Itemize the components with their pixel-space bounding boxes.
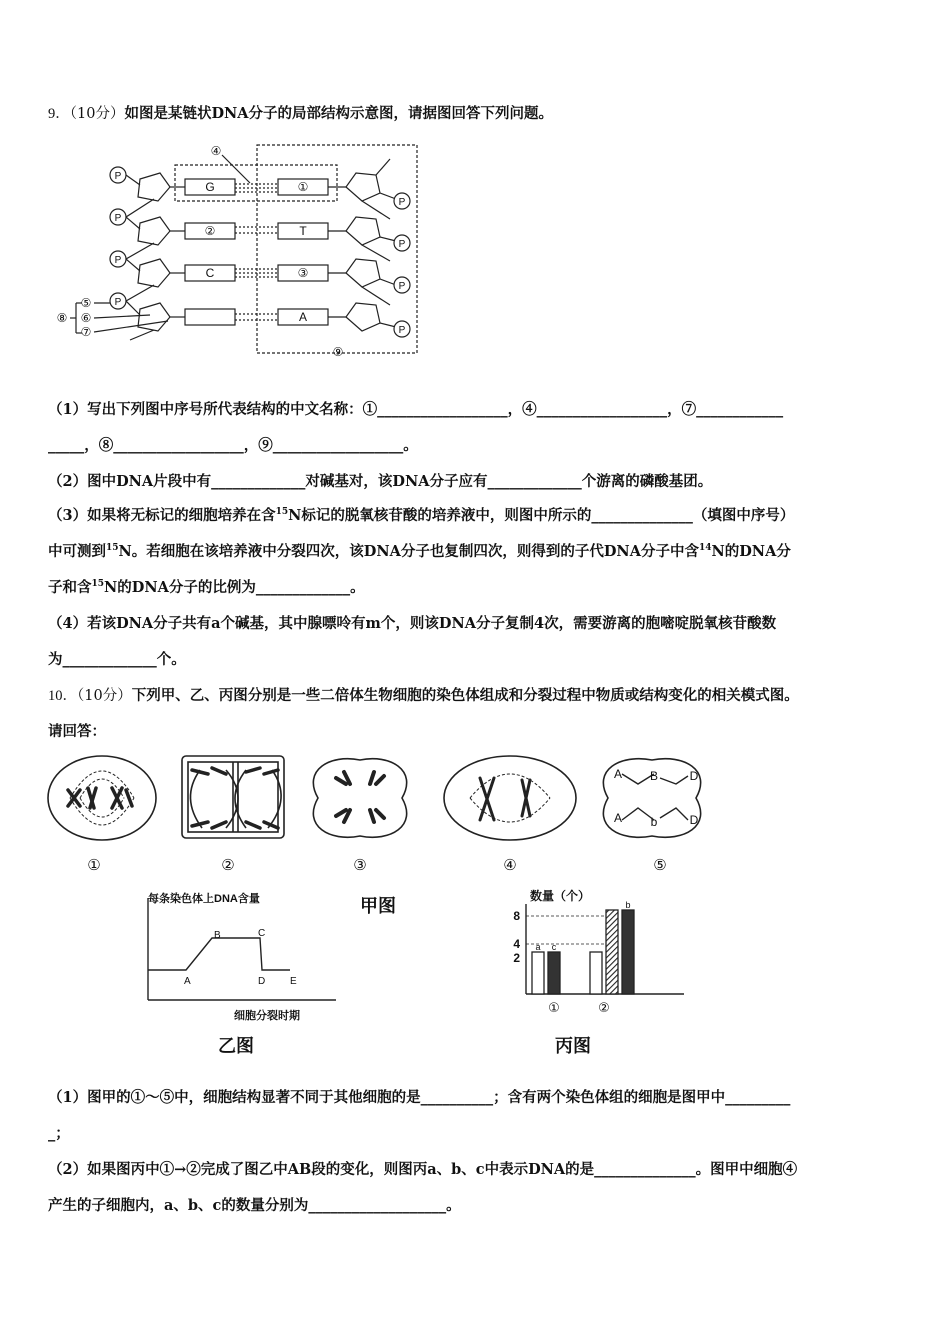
superscript: 15 (106, 543, 119, 554)
cell-label: ④ (503, 857, 517, 874)
y-tick-label: 8 (513, 909, 520, 923)
base-label: ① (297, 180, 309, 194)
callout-label: ⑦ (80, 325, 92, 339)
bar-a-group-2 (590, 952, 602, 994)
callout-label: ⑨ (332, 345, 344, 359)
q10-part1-line2: _； (48, 1125, 70, 1142)
x-axis-label: 细胞分裂时期 (234, 1010, 300, 1022)
superscript: 15 (275, 507, 289, 518)
cell-1-icon (48, 756, 156, 840)
base-label: T (299, 224, 307, 238)
bar-c-group-2 (606, 910, 618, 994)
callout-label: ⑤ (80, 296, 92, 310)
y-axis-label: 数量（个） (530, 889, 591, 903)
callout-label: ④ (210, 144, 222, 158)
cell-label: ⑤ (653, 857, 667, 874)
phosphate-label: P (398, 239, 406, 250)
cell5-letter: D (689, 813, 699, 827)
q10-score: （10分） (77, 688, 132, 704)
q9-stem-text: 如图是某链状DNA分子的局部结构示意图，请据图回答下列问题。 (124, 105, 554, 122)
phosphate-label: P (398, 325, 406, 336)
text-span: N标记的脱氧核苷酸的培养液中，则图中所示的______________（填图中序号） (288, 507, 795, 524)
phosphate-label: P (114, 213, 122, 224)
point-label-c: C (258, 928, 266, 939)
text-span: N的DNA分 (711, 543, 791, 560)
superscript: 15 (91, 579, 105, 590)
q9-number: 9． (48, 106, 70, 122)
q10-number: 10． (48, 688, 77, 704)
bing-chart (500, 888, 690, 1018)
group-label: ② (598, 1000, 610, 1015)
q9-part2: （2）图中DNA片段中有_____________对碱基对，该DNA分子应有_____________个游离的磷酸基团。 (48, 473, 713, 490)
cell-3-icon (313, 759, 406, 838)
yi-chart (140, 888, 340, 1028)
phosphate-label: P (114, 171, 122, 182)
base-label: A (298, 310, 308, 324)
sugar-icon (346, 173, 380, 201)
phosphate-label: P (398, 197, 406, 208)
q9-part1-line2: _____，⑧__________________，⑨__________________。 (48, 437, 418, 454)
sugar-icon (138, 173, 170, 201)
sugar-icon (346, 217, 380, 245)
bing-title: 丙图 (555, 1036, 591, 1057)
cell-label: ③ (353, 857, 367, 874)
base-label: ③ (297, 266, 309, 280)
bar-letter-a: a (535, 942, 541, 952)
cell5-letter: D (689, 769, 699, 783)
text-span: （3）如果将无标记的细胞培养在含 (48, 507, 276, 524)
y-tick-label: 4 (513, 937, 520, 951)
bar-letter-c: c (551, 942, 557, 952)
y-axis-label: 每条染色体上DNA含量 (148, 893, 260, 905)
text-span: N。若细胞在该培养液中分裂四次，该DNA分子也复制四次，则得到的子代DNA分子中含 (118, 543, 699, 560)
point-label-a: A (184, 976, 191, 987)
text-span: 中可测到 (48, 543, 106, 560)
y-tick-label: 2 (513, 951, 520, 965)
sugar-icon (138, 259, 170, 287)
q9-part3-line3 (48, 576, 365, 597)
cell-4-icon (444, 756, 576, 840)
cell5-letter: B (649, 769, 659, 783)
phosphate-label: P (114, 297, 122, 308)
q10-part2-line1: （2）如果图丙中①→②完成了图乙中AB段的变化，则图丙a、b、c中表示DNA的是______________。图甲中细胞④ (48, 1161, 798, 1178)
q10-part1-line1: （1）图甲的①～⑤中，细胞结构显著不同于其他细胞的是__________；含有两个染色体组的细胞是图甲中_________ (48, 1089, 791, 1106)
superscript: 14 (698, 543, 712, 554)
phosphate-label: P (398, 281, 406, 292)
bar-b-group-2 (622, 910, 634, 994)
point-label-b: B (214, 930, 221, 941)
dna-structure-diagram (50, 135, 430, 365)
bar-c-group-1 (548, 952, 560, 994)
q10-stem-text: 下列甲、乙、丙图分别是一些二倍体生物细胞的染色体组成和分裂过程中物质或结构变化的相关模式图。 (131, 687, 799, 704)
cell5-letter: b (650, 815, 658, 829)
base-label: C (205, 266, 215, 280)
point-label-d: D (258, 976, 266, 987)
q10-stem-2: 请回答： (48, 723, 106, 740)
dna-content-line (148, 938, 290, 970)
q9-part4-line2: 为_____________个。 (48, 651, 186, 668)
base-label: G (205, 180, 215, 194)
phosphate-label: P (114, 255, 122, 266)
cell5-letter: A (613, 767, 623, 781)
sugar-icon (346, 259, 380, 287)
sugar-icon (346, 303, 380, 331)
jia-title: 甲图 (360, 896, 396, 917)
text-span: 子和含 (48, 579, 92, 596)
q9-part3-line1 (48, 504, 794, 525)
sugar-icon (138, 303, 170, 331)
q10-stem (48, 684, 799, 705)
group-label: ① (548, 1000, 560, 1015)
cell-label: ① (87, 857, 101, 874)
jia-figure (40, 750, 720, 880)
cell-label: ② (221, 857, 235, 874)
q9-score: （10分） (69, 106, 125, 122)
nucleotide-pair-box-4 (175, 165, 337, 201)
sugar-icon (138, 217, 170, 245)
callout-label: ⑧ (56, 311, 68, 325)
strand-segment-box-9 (257, 145, 417, 353)
bar-a-group-1 (532, 952, 544, 994)
callout-label: ⑥ (80, 311, 92, 325)
q9-part4-line1: （4）若该DNA分子共有a个碱基，其中腺嘌呤有m个，则该DNA分子复制4次，需要游离的胞嘧啶脱氧核苷酸数 (48, 615, 777, 632)
bar-letter-b: b (625, 900, 631, 910)
base-label: ② (204, 224, 216, 238)
q9-stem (48, 102, 553, 123)
cell5-letter: A (613, 811, 623, 825)
q10-part2-line2: 产生的子细胞内，a、b、c的数量分别为___________________。 (48, 1197, 461, 1214)
yi-title: 乙图 (218, 1036, 254, 1057)
text-span: N的DNA分子的比例为_____________。 (104, 579, 365, 596)
q9-part1-line1: （1）写出下列图中序号所代表结构的中文名称：①__________________，④__________________，⑦____________ (48, 401, 784, 418)
q9-part3-line2 (48, 540, 791, 561)
point-label-e: E (290, 976, 297, 987)
